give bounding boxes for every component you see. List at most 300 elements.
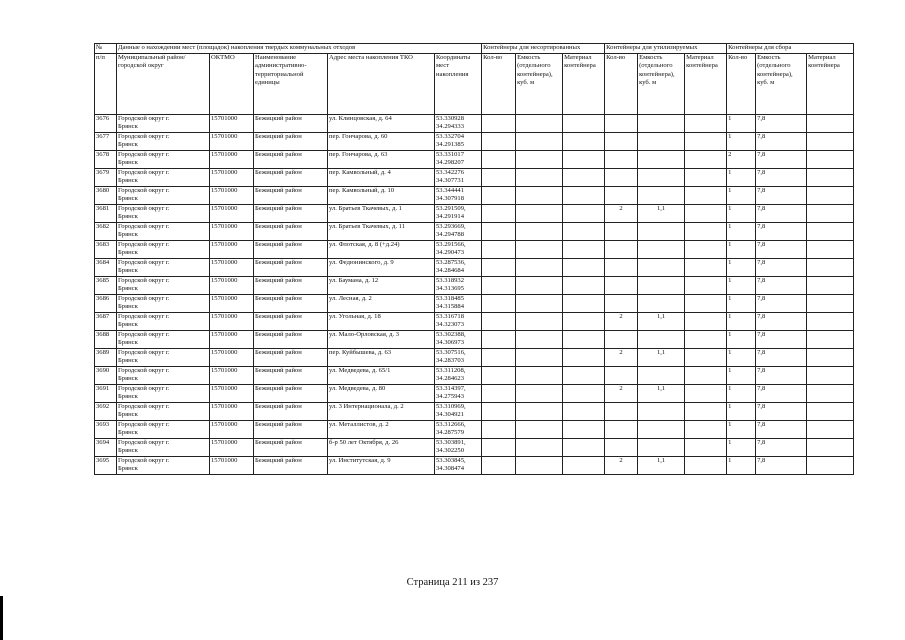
row-recycle-material (685, 241, 727, 259)
row-unsorted-material (563, 259, 605, 277)
row-recycle-capacity (638, 331, 685, 349)
row-address: ул. Баумана, д. 12 (328, 277, 435, 295)
row-number: 3682 (95, 223, 117, 241)
longitude: 34.315884 (436, 303, 465, 311)
row-oktmo: 15701000 (210, 169, 254, 187)
row-oktmo: 15701000 (210, 115, 254, 133)
row-unsorted-count (482, 403, 516, 421)
municipality-line: Городской округ г. (118, 385, 170, 392)
municipality-line: Брянск (118, 411, 138, 419)
row-coordinates (435, 115, 482, 133)
row-coordinates (435, 313, 482, 331)
row-address: ул. Мало-Орловская, д. 3 (328, 331, 435, 349)
row-address: ул. Клинцовская, д. 64 (328, 115, 435, 133)
header-data-group: Данные о нахождении мест (площадок) накопления твердых коммунальных отходов (117, 44, 482, 54)
row-recycle-capacity (638, 367, 685, 385)
row-collect-capacity: 7,8 (756, 169, 807, 187)
row-unsorted-material (563, 313, 605, 331)
row-number: 3684 (95, 259, 117, 277)
row-address: ул. Угольная, д. 18 (328, 313, 435, 331)
row-coordinates (435, 133, 482, 151)
row-oktmo: 15701000 (210, 205, 254, 223)
municipality-line: Брянск (118, 177, 138, 185)
row-recycle-material (685, 331, 727, 349)
row-collect-count: 1 (727, 421, 756, 439)
longitude: 34.291385 (436, 141, 465, 149)
row-unsorted-material (563, 187, 605, 205)
row-recycle-capacity (638, 403, 685, 421)
row-collect-count: 1 (727, 115, 756, 133)
longitude: 34.307918 (436, 195, 465, 203)
row-recycle-material (685, 403, 727, 421)
row-number: 3688 (95, 331, 117, 349)
row-address: ул. Братьев Ткачевых, д. 1 (328, 205, 435, 223)
row-municipality (117, 313, 210, 331)
row-collect-count: 1 (727, 205, 756, 223)
row-unsorted-material (563, 133, 605, 151)
municipality-line: Брянск (118, 123, 138, 131)
row-collect-count: 1 (727, 331, 756, 349)
municipality-line: Брянск (118, 231, 138, 239)
table-row (95, 115, 854, 133)
row-collect-material (807, 151, 854, 169)
header-row-groups (95, 44, 854, 54)
waste-sites-table (94, 43, 854, 475)
row-unsorted-capacity (516, 223, 563, 241)
row-recycle-count (605, 295, 638, 313)
row-recycle-material (685, 349, 727, 367)
row-municipality (117, 277, 210, 295)
longitude: 34.313695 (436, 285, 465, 293)
row-recycle-count: 2 (605, 313, 638, 331)
row-municipality (117, 439, 210, 457)
row-collect-count: 1 (727, 277, 756, 295)
latitude: 53.291509, (436, 205, 466, 212)
row-collect-material (807, 259, 854, 277)
table-body (95, 44, 854, 475)
row-oktmo: 15701000 (210, 295, 254, 313)
row-collect-count: 1 (727, 385, 756, 403)
row-unsorted-count (482, 223, 516, 241)
row-municipality (117, 421, 210, 439)
row-unsorted-material (563, 385, 605, 403)
row-unsorted-count (482, 115, 516, 133)
row-municipality (117, 403, 210, 421)
row-coordinates (435, 331, 482, 349)
table-row (95, 223, 854, 241)
row-collect-capacity: 7,8 (756, 187, 807, 205)
municipality-line: Брянск (118, 267, 138, 275)
header-collect-group: Контейнеры для сбора (727, 44, 854, 54)
row-recycle-capacity (638, 241, 685, 259)
municipality-line: Брянск (118, 447, 138, 455)
row-recycle-material (685, 313, 727, 331)
longitude: 34.307731 (436, 177, 465, 185)
row-unsorted-material (563, 223, 605, 241)
page-number: Страница 211 из 237 (406, 577, 499, 588)
row-recycle-material (685, 421, 727, 439)
row-recycle-count (605, 151, 638, 169)
municipality-line: Городской округ г. (118, 331, 170, 338)
longitude: 34.298207 (436, 159, 465, 167)
row-collect-count: 1 (727, 133, 756, 151)
municipality-line: Городской округ г. (118, 115, 170, 122)
municipality-line: Брянск (118, 375, 138, 383)
row-collect-capacity: 7,8 (756, 367, 807, 385)
row-collect-material (807, 187, 854, 205)
longitude: 34.308474 (436, 465, 465, 473)
row-recycle-count (605, 259, 638, 277)
row-recycle-capacity: 1,1 (638, 349, 685, 367)
row-address: пер. Гончарова, д. 60 (328, 133, 435, 151)
row-recycle-material (685, 367, 727, 385)
row-collect-capacity: 7,8 (756, 421, 807, 439)
row-number: 3681 (95, 205, 117, 223)
municipality-line: Брянск (118, 303, 138, 311)
row-recycle-capacity: 1,1 (638, 457, 685, 475)
row-recycle-material (685, 205, 727, 223)
header-collect-material: Материал контейнера (807, 54, 854, 115)
row-admin-unit: Бежицкий район (254, 367, 328, 385)
row-recycle-capacity (638, 169, 685, 187)
row-municipality (117, 205, 210, 223)
row-recycle-count (605, 331, 638, 349)
row-number: 3694 (95, 439, 117, 457)
header-recycle-group: Контейнеры для утилизируемых (605, 44, 727, 54)
latitude: 53.307516, (436, 349, 466, 356)
header-admin-unit: Наименование административно-территориальной единицы (254, 54, 328, 115)
longitude: 34.287579 (436, 429, 465, 437)
municipality-line: Брянск (118, 159, 138, 167)
row-collect-material (807, 385, 854, 403)
row-recycle-count (605, 133, 638, 151)
row-oktmo: 15701000 (210, 439, 254, 457)
row-collect-count: 1 (727, 457, 756, 475)
row-coordinates (435, 439, 482, 457)
row-admin-unit: Бежицкий район (254, 133, 328, 151)
row-recycle-capacity: 1,1 (638, 205, 685, 223)
row-collect-capacity: 7,8 (756, 259, 807, 277)
municipality-line: Городской округ г. (118, 151, 170, 158)
latitude: 53.287536, (436, 259, 466, 266)
municipality-line: Брянск (118, 465, 138, 473)
row-unsorted-count (482, 313, 516, 331)
row-coordinates (435, 187, 482, 205)
row-unsorted-material (563, 457, 605, 475)
scan-edge-mark (0, 596, 3, 640)
row-coordinates (435, 205, 482, 223)
row-unsorted-material (563, 205, 605, 223)
table-row (95, 169, 854, 187)
longitude: 34.291914 (436, 213, 465, 221)
row-recycle-capacity (638, 133, 685, 151)
row-municipality (117, 331, 210, 349)
municipality-line: Городской округ г. (118, 223, 170, 230)
latitude: 53.314397, (436, 385, 466, 392)
municipality-line: Городской округ г. (118, 457, 170, 464)
row-coordinates (435, 223, 482, 241)
header-municipality: Муниципальный район/городской округ (117, 54, 210, 115)
row-oktmo: 15701000 (210, 277, 254, 295)
row-collect-count: 1 (727, 367, 756, 385)
row-collect-capacity: 7,8 (756, 205, 807, 223)
latitude: 53.302388, (436, 331, 466, 338)
row-collect-count: 1 (727, 223, 756, 241)
row-unsorted-count (482, 385, 516, 403)
row-unsorted-count (482, 421, 516, 439)
header-oktmo: ОКТМО (210, 54, 254, 115)
municipality-line: Брянск (118, 393, 138, 401)
table-row (95, 277, 854, 295)
row-recycle-capacity (638, 439, 685, 457)
row-recycle-count (605, 241, 638, 259)
municipality-line: Городской округ г. (118, 367, 170, 374)
header-unsorted-capacity: Емкость (отдельного контейнера), куб. м (516, 54, 563, 115)
row-unsorted-count (482, 295, 516, 313)
row-admin-unit: Бежицкий район (254, 241, 328, 259)
row-collect-material (807, 403, 854, 421)
row-address: ул. Братьев Ткачевых, д. 11 (328, 223, 435, 241)
row-address: ул. Медведева, д. 65/1 (328, 367, 435, 385)
municipality-line: Брянск (118, 321, 138, 329)
row-collect-material (807, 421, 854, 439)
row-recycle-material (685, 115, 727, 133)
row-unsorted-capacity (516, 457, 563, 475)
row-municipality (117, 151, 210, 169)
latitude: 53.291566, (436, 241, 466, 248)
table-row (95, 385, 854, 403)
row-admin-unit: Бежицкий район (254, 169, 328, 187)
municipality-line: Городской округ г. (118, 403, 170, 410)
row-number: 3679 (95, 169, 117, 187)
row-recycle-material (685, 457, 727, 475)
row-collect-capacity: 7,8 (756, 241, 807, 259)
row-address: ул. Лесная, д. 2 (328, 295, 435, 313)
longitude: 34.304921 (436, 411, 465, 419)
header-unsorted-count: Кол-во (482, 54, 516, 115)
row-number: 3689 (95, 349, 117, 367)
row-address: ул. Институтская, д. 9 (328, 457, 435, 475)
row-unsorted-capacity (516, 367, 563, 385)
row-coordinates (435, 457, 482, 475)
row-unsorted-capacity (516, 295, 563, 313)
table-row (95, 259, 854, 277)
latitude: 53.342276 (436, 169, 465, 176)
row-collect-capacity: 7,8 (756, 115, 807, 133)
row-unsorted-material (563, 151, 605, 169)
row-number: 3693 (95, 421, 117, 439)
row-admin-unit: Бежицкий район (254, 403, 328, 421)
row-collect-material (807, 133, 854, 151)
row-collect-capacity: 7,8 (756, 457, 807, 475)
table-row (95, 457, 854, 475)
row-municipality (117, 115, 210, 133)
latitude: 53.331017 (436, 151, 465, 158)
row-coordinates (435, 403, 482, 421)
municipality-line: Брянск (118, 213, 138, 221)
row-admin-unit: Бежицкий район (254, 421, 328, 439)
municipality-line: Городской округ г. (118, 313, 170, 320)
row-recycle-material (685, 295, 727, 313)
table-row (95, 331, 854, 349)
row-admin-unit: Бежицкий район (254, 457, 328, 475)
row-coordinates (435, 421, 482, 439)
latitude: 53.303845, (436, 457, 466, 464)
row-coordinates (435, 385, 482, 403)
municipality-line: Городской округ г. (118, 277, 170, 284)
row-unsorted-capacity (516, 421, 563, 439)
row-recycle-material (685, 187, 727, 205)
row-unsorted-capacity (516, 385, 563, 403)
row-coordinates (435, 295, 482, 313)
table-row (95, 403, 854, 421)
row-municipality (117, 457, 210, 475)
row-municipality (117, 367, 210, 385)
row-admin-unit: Бежицкий район (254, 277, 328, 295)
row-recycle-count: 2 (605, 457, 638, 475)
row-unsorted-material (563, 331, 605, 349)
row-unsorted-capacity (516, 259, 563, 277)
table-row (95, 205, 854, 223)
row-unsorted-material (563, 115, 605, 133)
row-recycle-count (605, 277, 638, 295)
municipality-line: Городской округ г. (118, 349, 170, 356)
row-admin-unit: Бежицкий район (254, 205, 328, 223)
longitude: 34.294333 (436, 123, 465, 131)
header-collect-count: Кол-во (727, 54, 756, 115)
row-recycle-material (685, 133, 727, 151)
row-collect-material (807, 169, 854, 187)
row-oktmo: 15701000 (210, 313, 254, 331)
row-collect-material (807, 439, 854, 457)
latitude: 53.310969, (436, 403, 466, 410)
row-recycle-count (605, 367, 638, 385)
row-collect-capacity: 7,8 (756, 349, 807, 367)
latitude: 53.332704 (436, 133, 465, 140)
row-collect-capacity: 7,8 (756, 313, 807, 331)
row-unsorted-count (482, 349, 516, 367)
row-number: 3686 (95, 295, 117, 313)
row-coordinates (435, 259, 482, 277)
latitude: 53.318485 (436, 295, 465, 302)
row-recycle-material (685, 439, 727, 457)
row-recycle-count (605, 421, 638, 439)
row-oktmo: 15701000 (210, 457, 254, 475)
latitude: 53.318932 (436, 277, 465, 284)
row-coordinates (435, 367, 482, 385)
row-admin-unit: Бежицкий район (254, 313, 328, 331)
row-recycle-capacity (638, 421, 685, 439)
header-address: Адрес места накопления ТКО (328, 54, 435, 115)
row-unsorted-count (482, 187, 516, 205)
header-collect-capacity: Емкость (отдельного контейнера), куб. м (756, 54, 807, 115)
row-number: 3690 (95, 367, 117, 385)
row-unsorted-count (482, 169, 516, 187)
row-recycle-count: 2 (605, 385, 638, 403)
row-collect-count: 1 (727, 295, 756, 313)
row-unsorted-capacity (516, 277, 563, 295)
table-row (95, 241, 854, 259)
header-recycle-count: Кол-во (605, 54, 638, 115)
row-collect-capacity: 7,8 (756, 403, 807, 421)
municipality-line: Городской округ г. (118, 259, 170, 266)
municipality-line: Брянск (118, 285, 138, 293)
row-oktmo: 15701000 (210, 331, 254, 349)
row-address: ул. Флотская, д. 8 (+д.24) (328, 241, 435, 259)
row-collect-count: 1 (727, 169, 756, 187)
row-recycle-material (685, 169, 727, 187)
row-admin-unit: Бежицкий район (254, 331, 328, 349)
longitude: 34.284684 (436, 267, 465, 275)
longitude: 34.290473 (436, 249, 465, 257)
row-collect-capacity: 7,8 (756, 277, 807, 295)
row-address: ул. Металлистов, д. 2 (328, 421, 435, 439)
row-collect-material (807, 115, 854, 133)
latitude: 53.344441 (436, 187, 465, 194)
row-unsorted-capacity (516, 133, 563, 151)
row-recycle-capacity (638, 259, 685, 277)
row-recycle-capacity (638, 151, 685, 169)
municipality-line: Городской округ г. (118, 241, 170, 248)
row-municipality (117, 295, 210, 313)
row-collect-count: 1 (727, 403, 756, 421)
row-collect-count: 1 (727, 241, 756, 259)
row-unsorted-material (563, 349, 605, 367)
row-municipality (117, 133, 210, 151)
row-address: ул. Медведева, д. 80 (328, 385, 435, 403)
row-coordinates (435, 277, 482, 295)
row-admin-unit: Бежицкий район (254, 151, 328, 169)
row-recycle-count (605, 187, 638, 205)
row-coordinates (435, 241, 482, 259)
row-unsorted-material (563, 367, 605, 385)
row-unsorted-count (482, 277, 516, 295)
row-oktmo: 15701000 (210, 367, 254, 385)
row-unsorted-capacity (516, 205, 563, 223)
row-municipality (117, 169, 210, 187)
row-admin-unit: Бежицкий район (254, 115, 328, 133)
row-recycle-count: 2 (605, 349, 638, 367)
row-number: 3680 (95, 187, 117, 205)
municipality-line: Городской округ г. (118, 295, 170, 302)
row-oktmo: 15701000 (210, 349, 254, 367)
row-address: ул. Федюнинского, д. 9 (328, 259, 435, 277)
row-recycle-count (605, 439, 638, 457)
row-collect-count: 1 (727, 187, 756, 205)
row-collect-count: 2 (727, 151, 756, 169)
header-recycle-capacity: Емкость (отдельного контейнера), куб. м (638, 54, 685, 115)
header-recycle-material: Материал контейнера (685, 54, 727, 115)
row-number: 3691 (95, 385, 117, 403)
header-coords: Координаты мест накопления (435, 54, 482, 115)
municipality-line: Городской округ г. (118, 133, 170, 140)
header-unsorted-material: Материал контейнера (563, 54, 605, 115)
row-oktmo: 15701000 (210, 259, 254, 277)
header-pp: п/п (95, 54, 117, 115)
row-unsorted-capacity (516, 151, 563, 169)
table-row (95, 133, 854, 151)
municipality-line: Городской округ г. (118, 187, 170, 194)
row-recycle-capacity (638, 277, 685, 295)
longitude: 34.284623 (436, 375, 465, 383)
row-unsorted-capacity (516, 313, 563, 331)
municipality-line: Брянск (118, 357, 138, 365)
latitude: 53.293669, (436, 223, 466, 230)
row-recycle-count: 2 (605, 205, 638, 223)
table-row (95, 439, 854, 457)
row-collect-material (807, 277, 854, 295)
row-recycle-capacity (638, 223, 685, 241)
